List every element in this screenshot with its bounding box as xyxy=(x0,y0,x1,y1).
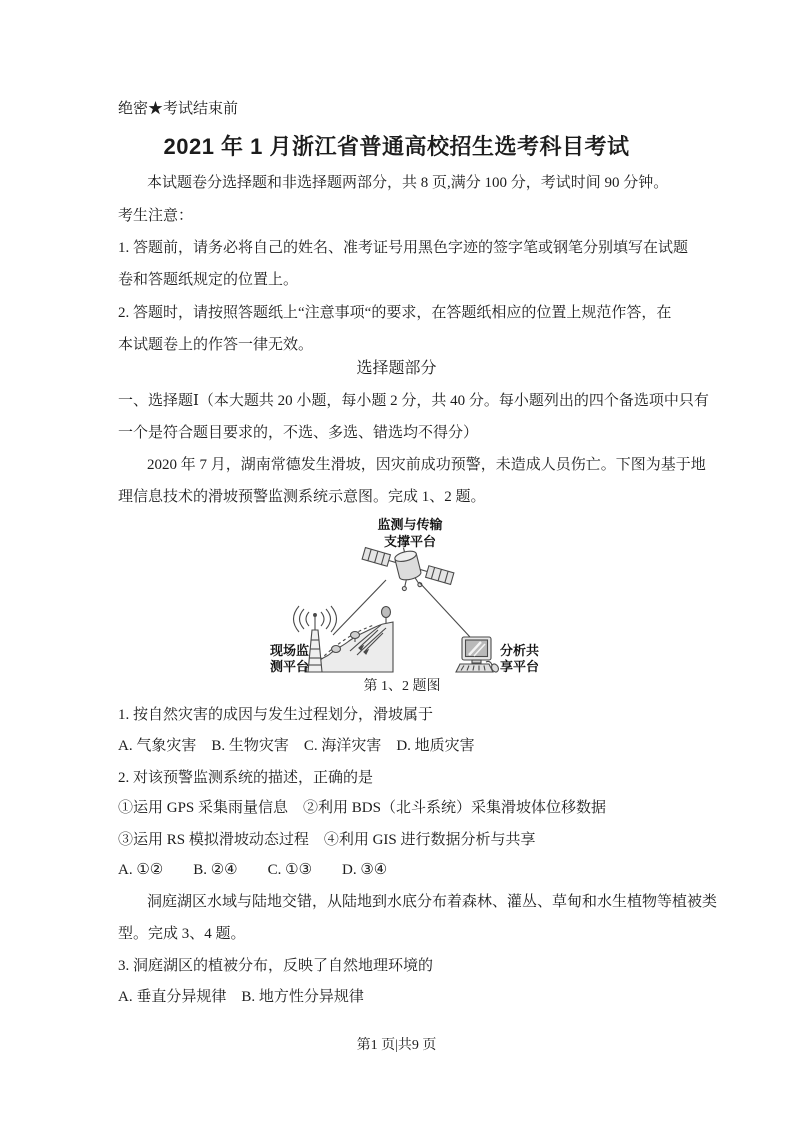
section-instructions-line-2: 一个是符合题目要求的，不选、多选、错选均不得分） xyxy=(118,425,479,441)
notice-line-1: 1. 答题前，请务必将自己的姓名、准考证号用黑色字迹的签字笔或钢笔分别填写在试题 xyxy=(118,240,689,256)
field-platform-label-line2: 测平台 xyxy=(270,659,310,674)
question-1-text: 1. 按自然灾害的成因与发生过程划分，滑坡属于 xyxy=(118,707,434,723)
link-line-right xyxy=(419,582,470,637)
question-3-options: A. 垂直分异规律 B. 地方性分异规律 xyxy=(118,989,364,1005)
passage1-line-1: 2020 年 7 月，湖南常德发生滑坡，因灾前成功预警，未造成人员伤亡。下图为基于地 xyxy=(147,457,706,473)
notice-line-3: 2. 答题时，请按照答题纸上“注意事项“的要求，在答题纸相应的位置上规范作答，在 xyxy=(118,305,672,321)
page-number-footer: 第1 页|共9 页 xyxy=(356,1038,437,1053)
field-platform-label-line1: 现场监 xyxy=(270,643,310,658)
satellite-platform-label-line1: 监测与传输 xyxy=(377,517,443,532)
notice-line-4: 本试题卷上的作答一律无效。 xyxy=(118,337,314,353)
passage2-line-1: 洞庭湖区水域与陆地交错，从陆地到水底分布着森林、灌丛、草甸和水生植物等植被类 xyxy=(147,894,718,910)
analysis-platform-label-line1: 分析共 xyxy=(500,643,540,658)
passage2-line-2: 型。完成 3、4 题。 xyxy=(118,926,246,942)
passage1-line-2: 理信息技术的滑坡预警监测系统示意图。完成 1、2 题。 xyxy=(118,489,486,505)
page-title: 2021 年 1 月浙江省普通高校招生选考科目考试 xyxy=(163,134,630,159)
figure-caption: 第 1、2 题图 xyxy=(363,679,441,694)
question-2-items-line-2: ③运用 RS 模拟滑坡动态过程 ④利用 GIS 进行数据分析与共享 xyxy=(118,832,536,848)
analysis-platform-label-line2: 享平台 xyxy=(500,659,540,674)
intro-paragraph: 本试题卷分选择题和非选择题两部分，共 8 页,满分 100 分，考试时间 90 分钟。 xyxy=(147,175,669,191)
section-part-title: 选择题部分 xyxy=(356,360,437,377)
satellite-icon xyxy=(362,545,454,591)
question-2-items-line-1: ①运用 GPS 采集雨量信息 ②利用 BDS（北斗系统）采集滑坡体位移数据 xyxy=(118,800,606,816)
secrecy-label: 绝密★考试结束前 xyxy=(118,101,239,117)
computer-icon xyxy=(456,637,500,673)
figure-landslide-monitoring-diagram xyxy=(248,508,584,700)
notice-heading: 考生注意： xyxy=(118,208,194,224)
question-2-text: 2. 对该预警监测系统的描述，正确的是 xyxy=(118,770,374,786)
satellite-platform-label-line2: 支撑平台 xyxy=(383,534,437,549)
section-instructions-line-1: 一、选择题Ⅰ（本大题共 20 小题，每小题 2 分，共 40 分。每小题列出的四个备选项中只有 xyxy=(118,393,709,409)
question-3-text: 3. 洞庭湖区的植被分布，反映了自然地理环境的 xyxy=(118,958,434,974)
question-1-options: A. 气象灾害 B. 生物灾害 C. 海洋灾害 D. 地质灾害 xyxy=(118,738,475,754)
notice-line-2: 卷和答题纸规定的位置上。 xyxy=(118,272,299,288)
question-2-options: A. ①② B. ②④ C. ①③ D. ③④ xyxy=(118,862,388,878)
